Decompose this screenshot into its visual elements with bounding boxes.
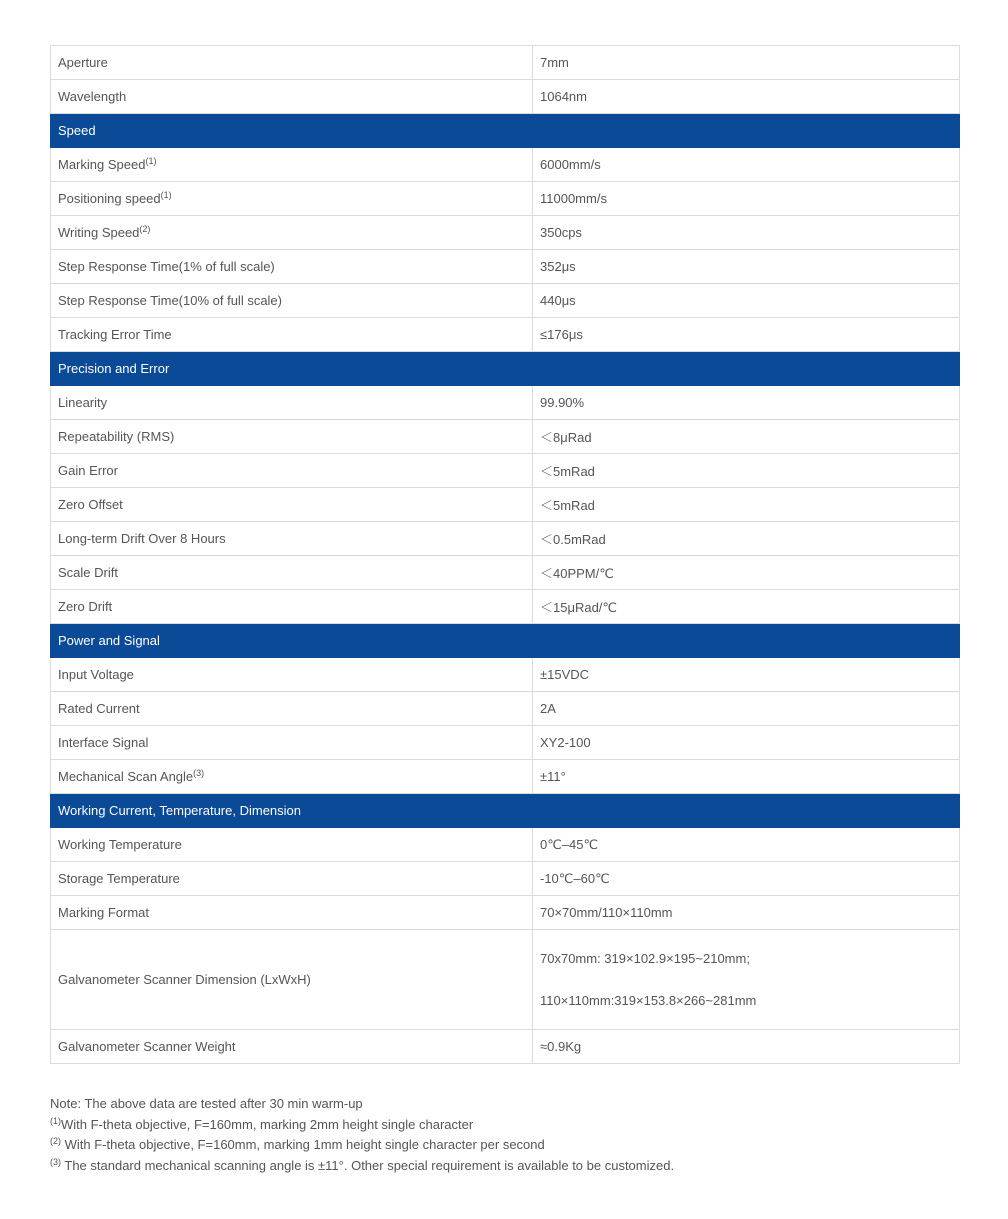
spec-label: Long-term Drift Over 8 Hours — [58, 531, 226, 546]
spec-row — [51, 216, 960, 250]
spec-value-cell — [533, 590, 960, 624]
spec-row — [51, 760, 960, 794]
spec-row — [51, 726, 960, 760]
spec-value: ＜0.5mRad — [540, 532, 606, 547]
footnote-ref: (1) — [160, 190, 172, 200]
spec-row — [51, 420, 960, 454]
note-footnote-3 — [50, 1156, 960, 1177]
spec-value-cell — [533, 46, 960, 80]
note-footnote-1 — [50, 1115, 960, 1136]
spec-label: Working Temperature — [58, 837, 182, 852]
section-header-row — [51, 352, 960, 386]
spec-row — [51, 386, 960, 420]
spec-row — [51, 1030, 960, 1064]
spec-value: ±11° — [540, 769, 566, 784]
spec-value-cell — [533, 454, 960, 488]
spec-value-cell — [533, 556, 960, 590]
spec-value: 0℃–45℃ — [540, 836, 599, 852]
spec-label-cell — [51, 1030, 533, 1064]
spec-row — [51, 658, 960, 692]
spec-row — [51, 148, 960, 182]
spec-label: Wavelength — [58, 89, 127, 104]
spec-value: 99.90% — [540, 395, 585, 410]
spec-value-cell — [533, 148, 960, 182]
spec-table — [50, 45, 960, 1064]
spec-label-cell — [51, 250, 533, 284]
spec-row — [51, 182, 960, 216]
spec-label: Positioning speed — [58, 191, 161, 206]
spec-row — [51, 692, 960, 726]
spec-row — [51, 318, 960, 352]
spec-value: ≈0.9Kg — [540, 1039, 582, 1054]
spec-value-cell — [533, 488, 960, 522]
spec-label-cell — [51, 930, 533, 1030]
spec-label-cell — [51, 182, 533, 216]
spec-label-cell — [51, 658, 533, 692]
footnote-marker: (3) — [50, 1156, 61, 1167]
spec-value-line: 110×110mm:319×153.8×266~281mm — [540, 992, 757, 1008]
spec-label: Storage Temperature — [58, 871, 180, 886]
spec-row — [51, 828, 960, 862]
spec-value: 2A — [540, 701, 556, 716]
footnote-ref: (3) — [193, 768, 205, 778]
spec-value: 70×70mm/110×110mm — [540, 905, 673, 920]
spec-value: 7mm — [540, 55, 569, 70]
spec-value: ≤176μs — [540, 327, 583, 342]
section-header-row — [51, 624, 960, 658]
spec-label: Marking Format — [58, 905, 150, 920]
spec-value: ±15VDC — [540, 667, 590, 682]
spec-label-cell — [51, 46, 533, 80]
section-header-row — [51, 114, 960, 148]
spec-label-cell — [51, 590, 533, 624]
spec-value: XY2-100 — [540, 735, 591, 750]
spec-value-cell — [533, 182, 960, 216]
spec-value-line: 70x70mm: 319×102.9×195~210mm; — [540, 950, 750, 966]
spec-label: Galvanometer Scanner Weight — [58, 1039, 236, 1054]
spec-label: Mechanical Scan Angle — [58, 769, 194, 784]
footnote-text: With F-theta objective, F=160mm, marking 2mm height single character — [61, 1116, 474, 1132]
spec-label: Writing Speed — [58, 225, 140, 240]
spec-value-cell — [533, 250, 960, 284]
spec-value-cell — [533, 862, 960, 896]
spec-value: ＜40PPM/℃ — [540, 566, 614, 581]
footnote-ref: (1) — [145, 156, 157, 166]
spec-label: Aperture — [58, 55, 108, 70]
spec-label: Repeatability (RMS) — [58, 429, 175, 444]
spec-label: Step Response Time(10% of full scale) — [58, 293, 282, 308]
value-spacer — [540, 968, 959, 992]
spec-row — [51, 556, 960, 590]
spec-label-cell — [51, 216, 533, 250]
spec-label: Tracking Error Time — [58, 327, 172, 342]
notes-section — [50, 1094, 960, 1176]
spec-table-body — [51, 46, 960, 1064]
spec-value-cell — [533, 692, 960, 726]
spec-label: Marking Speed — [58, 157, 146, 172]
spec-value-cell — [533, 1030, 960, 1064]
spec-label-cell — [51, 420, 533, 454]
spec-label-cell — [51, 488, 533, 522]
spec-label-cell — [51, 828, 533, 862]
spec-label-cell — [51, 80, 533, 114]
section-title: Power and Signal — [51, 624, 960, 658]
spec-value-cell — [533, 726, 960, 760]
spec-label: Input Voltage — [58, 667, 134, 682]
spec-row — [51, 590, 960, 624]
footnote-text: The standard mechanical scanning angle is ±11°. Other special requirement is available to be customized. — [61, 1157, 675, 1173]
spec-value: 6000mm/s — [540, 157, 601, 172]
spec-label: Interface Signal — [58, 735, 149, 750]
spec-label: Zero Drift — [58, 599, 113, 614]
spec-row — [51, 488, 960, 522]
spec-label: Linearity — [58, 395, 108, 410]
spec-value: ＜8μRad — [540, 430, 592, 445]
spec-label-cell — [51, 522, 533, 556]
spec-value: 440μs — [540, 293, 576, 308]
note-footnote-2 — [50, 1135, 960, 1156]
spec-row — [51, 250, 960, 284]
spec-label-cell — [51, 862, 533, 896]
spec-label: Zero Offset — [58, 497, 123, 512]
spec-label-cell — [51, 454, 533, 488]
section-header-row — [51, 794, 960, 828]
section-title: Working Current, Temperature, Dimension — [51, 794, 960, 828]
spec-value: ＜5mRad — [540, 464, 595, 479]
spec-value-cell — [533, 386, 960, 420]
section-title: Speed — [51, 114, 960, 148]
spec-label: Gain Error — [58, 463, 118, 478]
spec-label-cell — [51, 284, 533, 318]
spec-value-cell — [533, 522, 960, 556]
footnote-marker: (2) — [50, 1136, 61, 1146]
spec-label-cell — [51, 726, 533, 760]
spec-label: Galvanometer Scanner Dimension (LxWxH) — [58, 972, 311, 987]
spec-label-cell — [51, 386, 533, 420]
spec-value-cell — [533, 420, 960, 454]
spec-value: 350cps — [540, 225, 582, 240]
spec-label-cell — [51, 760, 533, 794]
note-main: Note: The above data are tested after 30 min warm-up — [50, 1096, 363, 1111]
footnote-ref: (2) — [139, 224, 151, 234]
spec-row — [51, 862, 960, 896]
footnote-marker: (1) — [50, 1115, 61, 1126]
spec-value-cell — [533, 658, 960, 692]
section-title: Precision and Error — [51, 352, 960, 386]
spec-value-cell — [533, 896, 960, 930]
spec-label-cell — [51, 148, 533, 182]
spec-value: 11000mm/s — [540, 191, 607, 206]
spec-row — [51, 284, 960, 318]
spec-value: ＜15μRad/℃ — [540, 600, 618, 615]
spec-label: Rated Current — [58, 701, 140, 716]
spec-value: 1064nm — [540, 89, 587, 104]
spec-label-cell — [51, 556, 533, 590]
spec-value-cell — [533, 760, 960, 794]
spec-label-cell — [51, 896, 533, 930]
spec-value-cell — [533, 284, 960, 318]
spec-row — [51, 896, 960, 930]
spec-row — [51, 46, 960, 80]
spec-value-cell — [533, 216, 960, 250]
spec-label: Step Response Time(1% of full scale) — [58, 259, 275, 274]
spec-value-cell — [533, 318, 960, 352]
spec-value-cell — [533, 930, 960, 1030]
spec-row — [51, 930, 960, 1030]
spec-value: ＜5mRad — [540, 498, 595, 513]
spec-value: 352μs — [540, 259, 576, 274]
spec-label: Scale Drift — [58, 565, 118, 580]
spec-row — [51, 454, 960, 488]
spec-value: -10℃–60℃ — [540, 870, 610, 886]
spec-label-cell — [51, 318, 533, 352]
spec-label-cell — [51, 692, 533, 726]
footnote-text: With F-theta objective, F=160mm, marking 1mm height single character per second — [61, 1137, 545, 1152]
spec-row — [51, 80, 960, 114]
spec-value-cell — [533, 80, 960, 114]
spec-value-cell — [533, 828, 960, 862]
spec-row — [51, 522, 960, 556]
